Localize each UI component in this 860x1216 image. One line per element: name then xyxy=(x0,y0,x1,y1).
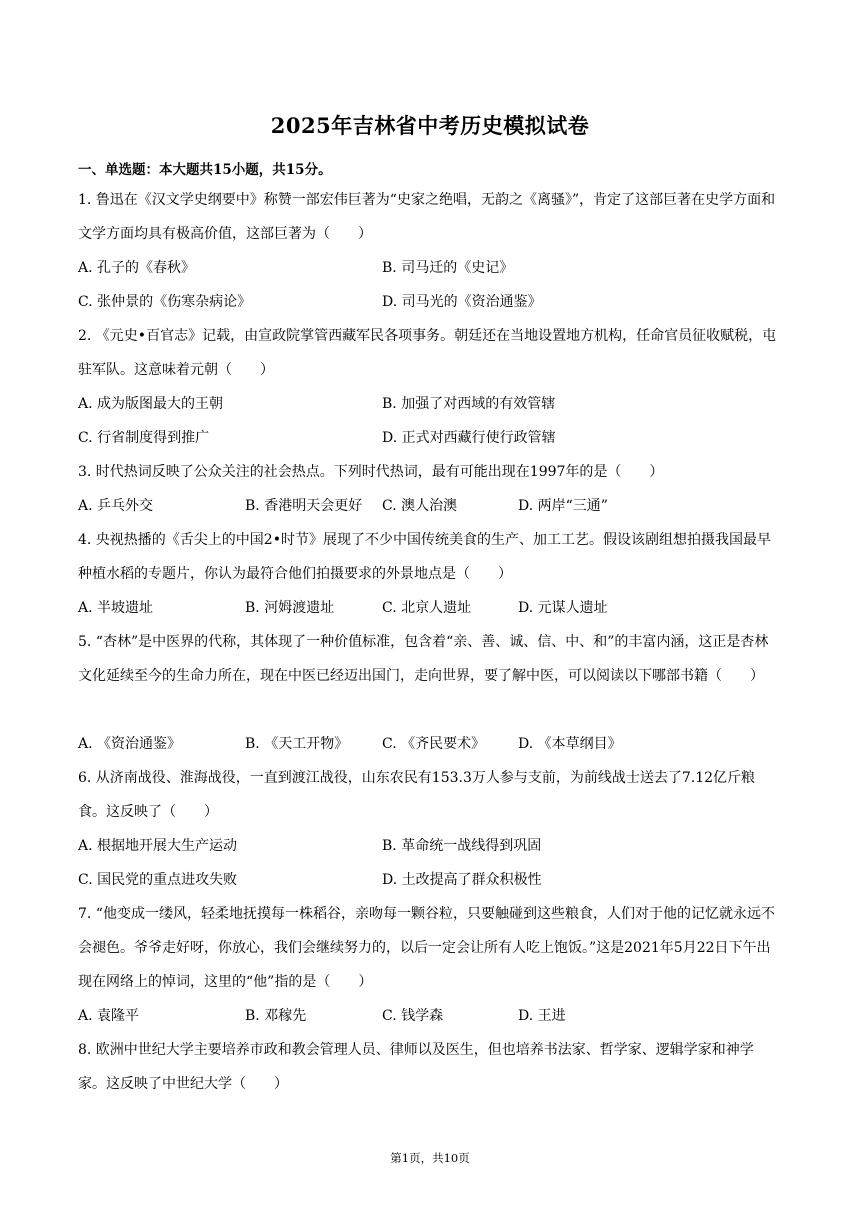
option-c[interactable]: C. 钱学森 xyxy=(382,1008,444,1024)
question-1-stem: 1. 鲁迅在《汉文学史纲要中》称赞一部宏伟巨著为“史家之绝唱，无韵之《离骚》”，肯定了这部巨著在史学方面和文学方面均具有极高价值，这部巨著为（ ） xyxy=(78,192,776,242)
option-b[interactable]: B. 司马迁的《史记》 xyxy=(382,260,514,276)
page-footer: 第1页，共10页 xyxy=(390,1151,470,1165)
option-d[interactable]: D. 正式对西藏行使行政管辖 xyxy=(382,430,556,446)
option-b[interactable]: B. 邓稼先 xyxy=(245,1008,307,1024)
option-a[interactable]: A. 根据地开展大生产运动 xyxy=(78,838,238,854)
option-d[interactable]: D. 土改提高了群众积极性 xyxy=(382,872,542,888)
option-d[interactable]: D. 元谋人遗址 xyxy=(518,600,608,616)
question-5-options xyxy=(78,727,778,761)
option-a[interactable]: A. 成为版图最大的王朝 xyxy=(78,396,224,412)
question-4-stem: 4. 央视热播的《舌尖上的中国2•时节》展现了不少中国传统美食的生产、加工工艺。假设该剧组想拍摄我国最早种植水稻的专题片，你认为最符合他们拍摄要求的外景地点是（ ） xyxy=(78,532,771,582)
option-d[interactable]: D. 王进 xyxy=(518,1008,566,1024)
question-2-options-row1 xyxy=(78,387,778,421)
question-5-stem: 5. “杏林”是中医界的代称，其体现了一种价值标准，包含着“亲、善、诚、信、中、和”的丰富内涵，这正是杏林文化延续至今的生命力所在，现在中医已经迈出国门，走向世界，要了解中医，可以阅读以下哪部书籍（ ） xyxy=(78,634,769,684)
question-7-stem: 7. “他变成一缕风，轻柔地抚摸每一株稻谷，亲吻每一颗谷粒，只要触碰到这些粮食，人们对于他的记忆就永远不会褪色。爷爷走好呀，你放心，我们会继续努力的，以后一定会让所有人吃上饱饭。”这是2021年5月22日下午出现在网络上的悼词，这里的“他”指的是（ ） xyxy=(78,906,775,990)
option-a[interactable]: A. 《资治通鉴》 xyxy=(78,736,182,752)
option-b[interactable]: B. 加强了对西域的有效管辖 xyxy=(382,396,556,412)
option-c[interactable]: C. 澳人治澳 xyxy=(382,498,458,514)
question-1-options-row1 xyxy=(78,251,778,285)
question-6-stem: 6. 从济南战役、淮海战役，一直到渡江战役，山东农民有153.3万人参与支前，为前线战士送去了7.12亿斤粮食。这反映了（ ） xyxy=(78,770,756,820)
option-d[interactable]: D. 司马光的《资治通鉴》 xyxy=(382,294,542,310)
question-4-options xyxy=(78,591,778,625)
question-6-options-row1 xyxy=(78,829,778,863)
option-c[interactable]: C. 北京人遗址 xyxy=(382,600,472,616)
option-b[interactable]: B. 《天工开物》 xyxy=(245,736,349,752)
page-title: 2025年吉林省中考历史模拟试卷 xyxy=(270,113,590,138)
option-c[interactable]: C. 张仲景的《伤寒杂病论》 xyxy=(78,294,252,310)
question-3-options xyxy=(78,489,778,523)
option-d[interactable]: D. 《本草纲目》 xyxy=(518,736,622,752)
option-b[interactable]: B. 革命统一战线得到巩固 xyxy=(382,838,542,854)
option-c[interactable]: C. 行省制度得到推广 xyxy=(78,430,210,446)
option-a[interactable]: A. 乒乓外交 xyxy=(78,498,154,514)
question-3-stem: 3. 时代热词反映了公众关注的社会热点。下列时代热词，最有可能出现在1997年的是（ ） xyxy=(78,464,664,480)
question-2-options-row2 xyxy=(78,421,778,455)
question-1-options-row2 xyxy=(78,285,778,319)
option-b[interactable]: B. 香港明天会更好 xyxy=(245,498,363,514)
option-a[interactable]: A. 袁隆平 xyxy=(78,1008,140,1024)
option-a[interactable]: A. 半坡遗址 xyxy=(78,600,154,616)
question-8-stem: 8. 欧洲中世纪大学主要培养市政和教会管理人员、律师以及医生，但也培养书法家、哲学家、逻辑学家和神学家。这反映了中世纪大学（ ） xyxy=(78,1042,754,1092)
section-heading: 一、单选题：本大题共15小题，共15分。 xyxy=(78,162,332,178)
option-c[interactable]: C. 《齐民要术》 xyxy=(382,736,486,752)
option-c[interactable]: C. 国民党的重点进攻失败 xyxy=(78,872,238,888)
question-7-options xyxy=(78,999,778,1033)
question-6-options-row2 xyxy=(78,863,778,897)
question-2-stem: 2. 《元史•百官志》记载，由宣政院掌管西藏军民各项事务。朝廷还在当地设置地方机构，任命官员征收赋税，屯驻军队。这意味着元朝（ ） xyxy=(78,328,777,378)
option-d[interactable]: D. 两岸“三通” xyxy=(518,498,608,514)
option-a[interactable]: A. 孔子的《春秋》 xyxy=(78,260,196,276)
option-b[interactable]: B. 河姆渡遗址 xyxy=(245,600,335,616)
